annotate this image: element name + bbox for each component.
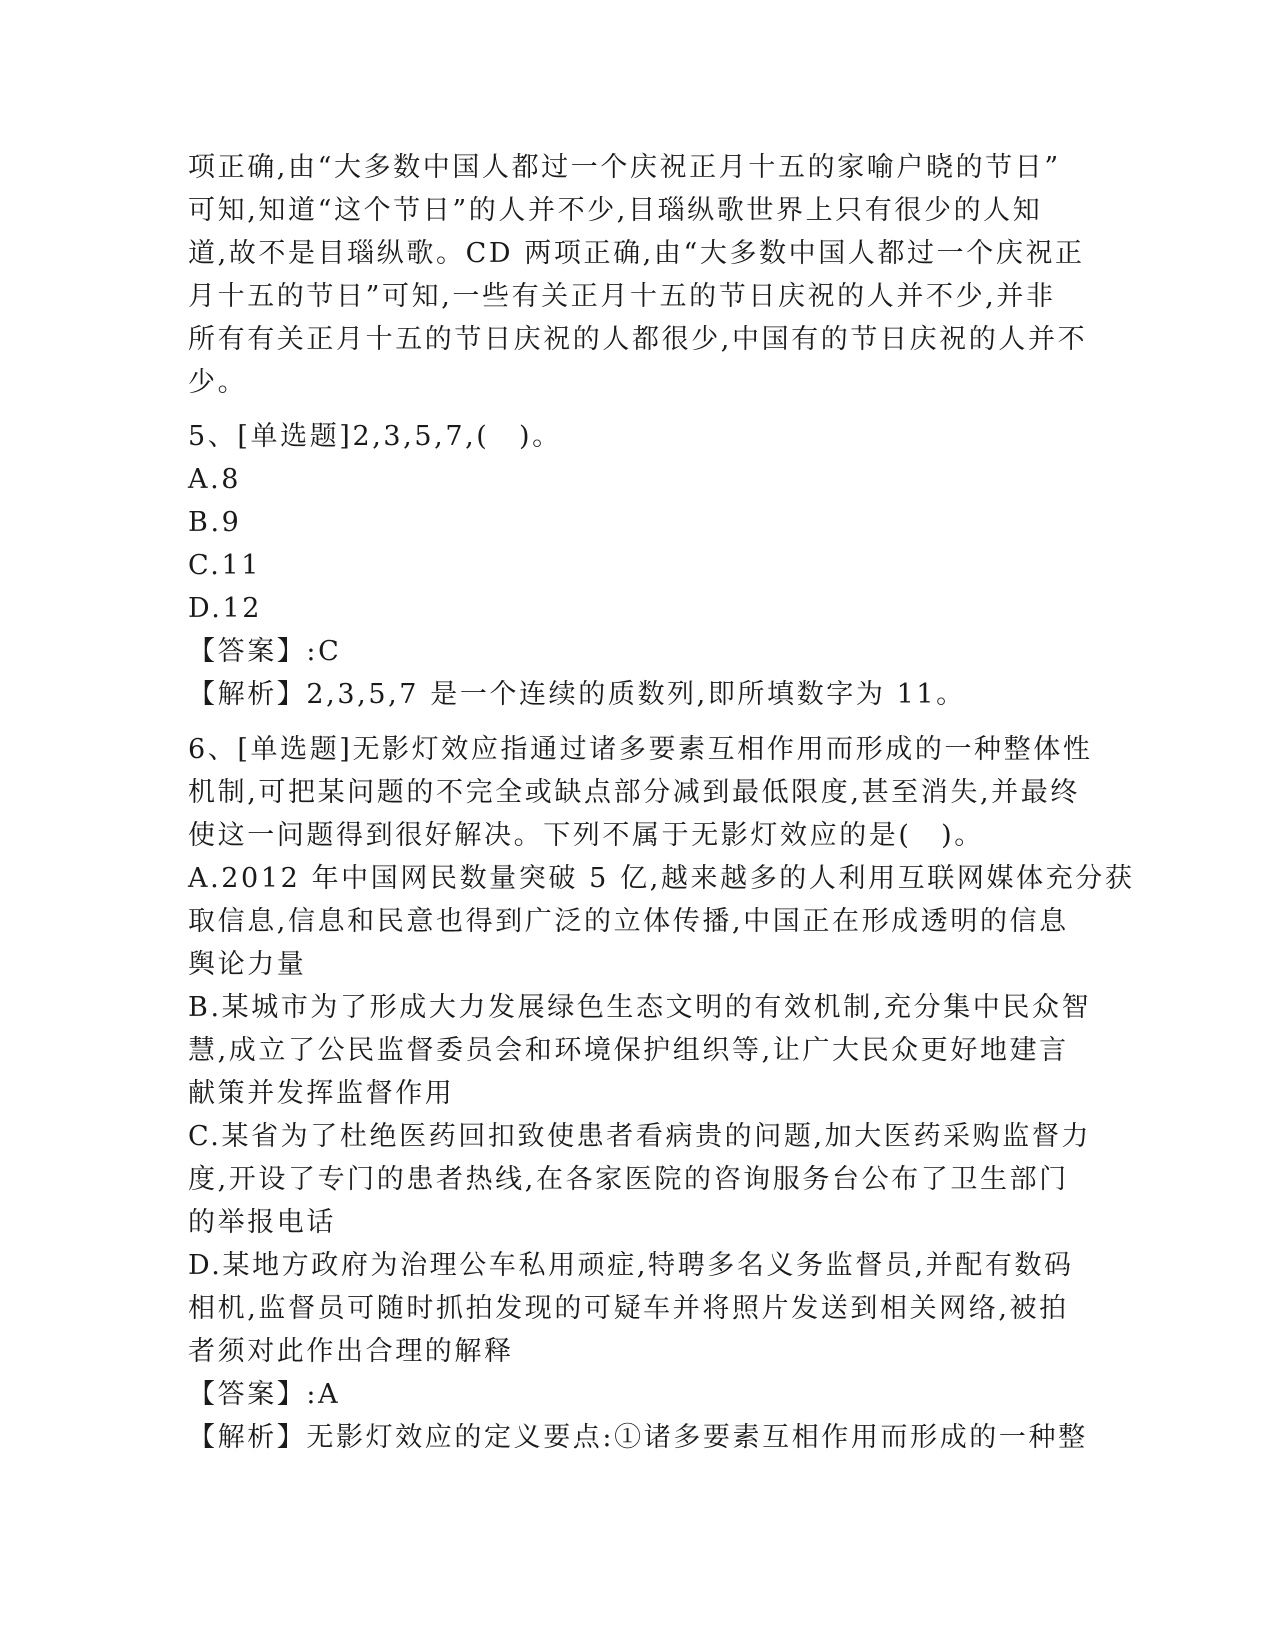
option-b: B.9 (188, 507, 242, 538)
text-line: 少。 (188, 367, 248, 398)
option-d: D.某地方政府为治理公车私用顽症,特聘多名义务监督员,并配有数码 (188, 1250, 1074, 1281)
previous-explanation (188, 146, 1088, 404)
option-a: A.2012 年中国网民数量突破 5 亿,越来越多的人利用互联网媒体充分获 (188, 863, 1135, 894)
text-line: 道,故不是目瑙纵歌。CD 两项正确,由“大多数中国人都过一个庆祝正 (188, 238, 1085, 269)
question-stem: 机制,可把某问题的不完全或缺点部分减到最低限度,甚至消失,并最终 (188, 777, 1080, 808)
option-d: 相机,监督员可随时抓拍发现的可疑车并将照片发送到相关网络,被拍 (188, 1293, 1069, 1324)
option-a: A.8 (188, 464, 242, 495)
option-b: B.某城市为了形成大力发展绿色生态文明的有效机制,充分集中民众智 (188, 992, 1092, 1023)
question-6 (188, 728, 1135, 1459)
option-a: 取信息,信息和民意也得到广泛的立体传播,中国正在形成透明的信息 (188, 906, 1069, 937)
option-c: C.某省为了杜绝医药回扣致使患者看病贵的问题,加大医药采购监督力 (188, 1121, 1092, 1152)
question-stem: 使这一问题得到很好解决。下列不属于无影灯效应的是( )。 (188, 820, 984, 851)
option-d: D.12 (188, 593, 263, 624)
option-b: 献策并发挥监督作用 (188, 1078, 455, 1109)
question-stem: 5、[单选题]2,3,5,7,( )。 (188, 421, 562, 452)
question-stem: 6、[单选题]无影灯效应指通过诸多要素互相作用而形成的一种整体性 (188, 734, 1093, 765)
option-c: 度,开设了专门的患者热线,在各家医院的咨询服务台公布了卫生部门 (188, 1164, 1069, 1195)
answer: 【答案】:C (188, 636, 342, 667)
option-a: 舆论力量 (188, 949, 307, 980)
text-line: 项正确,由“大多数中国人都过一个庆祝正月十五的家喻户晓的节日” (188, 152, 1061, 183)
option-c: C.11 (188, 550, 262, 581)
analysis: 【解析】无影灯效应的定义要点:①诸多要素互相作用而形成的一种整 (188, 1422, 1088, 1453)
document-page (188, 146, 1135, 1459)
answer: 【答案】:A (188, 1379, 341, 1410)
option-c: 的举报电话 (188, 1207, 336, 1238)
option-d: 者须对此作出合理的解释 (188, 1336, 514, 1367)
text-line: 所有有关正月十五的节日庆祝的人都很少,中国有的节日庆祝的人并不 (188, 324, 1088, 355)
analysis: 【解析】2,3,5,7 是一个连续的质数列,即所填数字为 11。 (188, 679, 966, 710)
text-line: 月十五的节日”可知,一些有关正月十五的节日庆祝的人并不少,并非 (188, 281, 1056, 312)
option-b: 慧,成立了公民监督委员会和环境保护组织等,让广大民众更好地建言 (188, 1035, 1069, 1066)
text-line: 可知,知道“这个节日”的人并不少,目瑙纵歌世界上只有很少的人知 (188, 195, 1043, 226)
question-5 (188, 415, 1088, 716)
